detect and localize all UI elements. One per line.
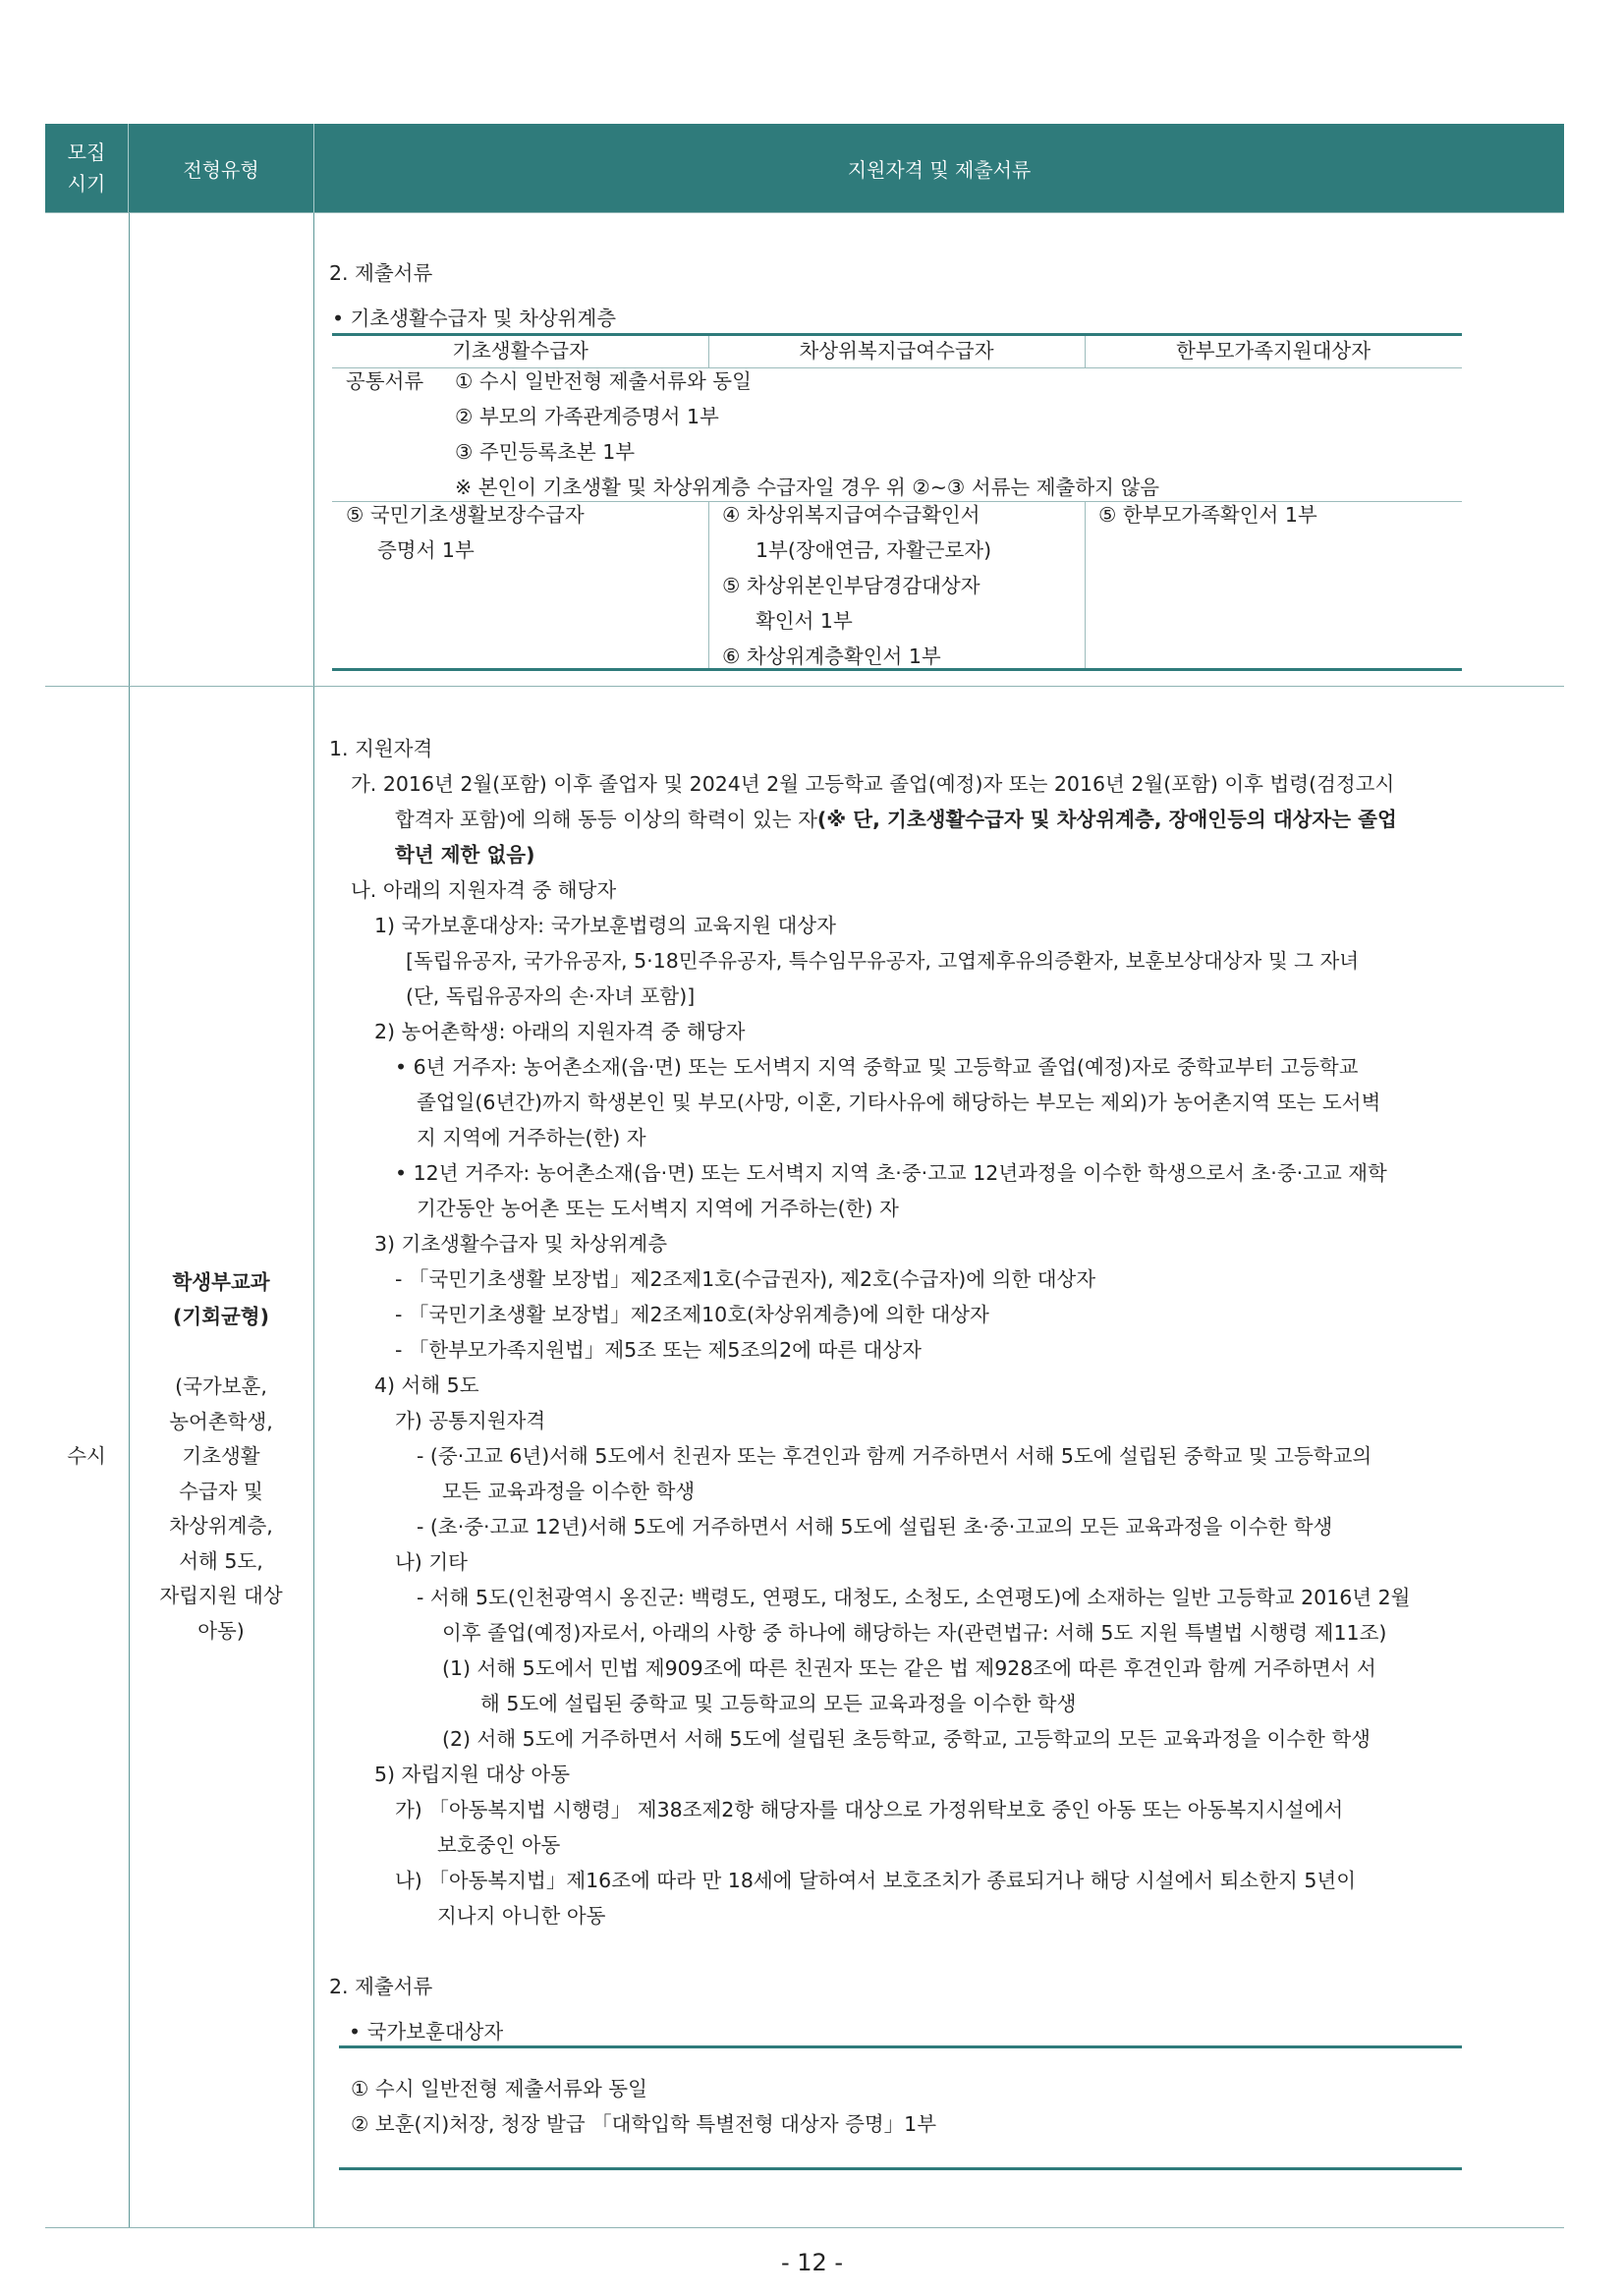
row-divider: [45, 686, 1564, 687]
type-line: 농어촌학생,: [169, 1410, 273, 1433]
type-line: 차상위계층,: [169, 1514, 273, 1538]
item-west-sea-common: 가) 공통지원자격: [395, 1409, 546, 1432]
item-west-sea-detail: 이후 졸업(예정)자로서, 아래의 사항 중 하나에 해당하는 자(관련법규: 서해 5도 지원 특별법 시행령 제11조): [442, 1621, 1387, 1645]
col1-doc-line: 증명서 1부: [377, 538, 475, 562]
doc-box-top: [339, 2045, 1462, 2048]
item-basic-livelihood: 3) 기초생활수급자 및 차상위계층: [374, 1232, 668, 1256]
grid-line: [708, 501, 709, 670]
item-independence-detail: 가) 「아동복지법 시행령」 제38조제2항 해당자를 대상으로 가정위탁보호 중인 아동 또는 아동복지시설에서: [395, 1798, 1344, 1821]
table-bottom-line: [332, 668, 1462, 671]
type-line: 아동): [197, 1619, 245, 1643]
col2-doc-line: ④ 차상위복지급여수급확인서: [722, 503, 980, 527]
bullet-basic-livelihood: • 기초생활수급자 및 차상위계층: [332, 307, 617, 330]
item-independence-support: 5) 자립지원 대상 아동: [374, 1763, 571, 1786]
item-west-sea-other: 나) 기타: [395, 1550, 468, 1574]
item-west-sea-detail: 모든 교육과정을 이수한 학생: [442, 1480, 696, 1503]
common-doc-1: ① 수시 일반전형 제출서류와 동일: [455, 369, 752, 393]
qualification-ga: 가. 2016년 2월(포함) 이후 졸업자 및 2024년 2월 고등학교 졸업(예정)자 또는 2016년 2월(포함) 이후 법령(검정고시: [351, 772, 1395, 796]
header-period: [45, 124, 129, 212]
grid-line: [45, 212, 1564, 213]
item-basic-livelihood-law: - 「국민기초생활 보장법」제2조제10호(차상위계층)에 의한 대상자: [395, 1303, 989, 1326]
qualification-na: 나. 아래의 지원자격 중 해당자: [351, 878, 617, 902]
qualification-ga-text: 합격자 포함)에 의해 동등 이상의 학력이 있는 자: [395, 808, 817, 831]
item-independence-detail: 보호중인 아동: [437, 1833, 561, 1857]
item-west-sea: 4) 서해 5도: [374, 1373, 479, 1397]
item-rural-6yr-cont: 졸업일(6년간)까지 학생본인 및 부모(사망, 이혼, 기타사유에 해당하는 부모는 제외)가 농어촌지역 또는 도서벽: [417, 1091, 1381, 1114]
item-west-sea-detail: - (중·고교 6년)서해 5도에서 친권자 또는 후견인과 함께 거주하면서 서해 5도에 설립된 중학교 및 고등학교의: [417, 1444, 1372, 1468]
col2-doc-line: ⑤ 차상위본인부담경감대상자: [722, 574, 980, 597]
item-veterans: 1) 국가보훈대상자: 국가보훈법령의 교육지원 대상자: [374, 914, 836, 937]
veterans-doc-2: ② 보훈(지)처장, 청장 발급 「대학입학 특별전형 대상자 증명」1부: [351, 2112, 937, 2136]
header-period-line1: 모집: [67, 140, 106, 164]
period-label: 수시: [67, 1444, 106, 1468]
table-header: [45, 124, 1564, 212]
common-doc-note: ※ 본인이 기초생활 및 차상위계층 수급자일 경우 위 ②~③ 서류는 제출하지 않음: [455, 476, 1160, 499]
type-line: 수급자 및: [179, 1480, 263, 1503]
item-west-sea-detail: 해 5도에 설립된 중학교 및 고등학교의 모든 교육과정을 이수한 학생: [480, 1692, 1077, 1715]
subtable-header-3: 한부모가족지원대상자: [1175, 339, 1372, 363]
grid-line: [1085, 336, 1086, 367]
col3-doc-line: ⑤ 한부모가족확인서 1부: [1098, 503, 1317, 527]
grid-line: [708, 336, 709, 367]
item-rural-12yr-cont: 기간동안 농어촌 또는 도서벽지 지역에 거주하는(한) 자: [417, 1197, 899, 1220]
grid-line: [129, 212, 130, 2227]
col1-doc-line: ⑤ 국민기초생활보장수급자: [346, 503, 585, 527]
qualification-ga-bold-end: 학년 제한 없음): [395, 843, 535, 867]
header-qualification: 지원자격 및 제출서류: [847, 157, 1032, 182]
veterans-doc-1: ① 수시 일반전형 제출서류와 동일: [351, 2077, 647, 2100]
type-line-bold: 학생부교과: [172, 1270, 270, 1294]
item-veterans-detail: [독립유공자, 국가유공자, 5·18민주유공자, 특수임무유공자, 고엽제후유의증환자, 보훈보상대상자 및 그 자녀: [406, 949, 1360, 973]
subtable-header-1: 기초생활수급자: [452, 339, 588, 363]
section-heading-qualification: 1. 지원자격: [329, 737, 433, 760]
item-west-sea-detail: (1) 서해 5도에서 민법 제909조에 따른 친권자 또는 같은 법 제928조에 따른 후견인과 함께 거주하면서 서: [442, 1656, 1376, 1680]
qualification-ga-bold: (※ 단, 기초생활수급자 및 차상위계층, 장애인등의 대상자는 졸업: [816, 808, 1397, 831]
item-independence-detail: 나) 「아동복지법」제16조에 따라 만 18세에 달하여서 보호조치가 종료되거나 해당 시설에서 퇴소한지 5년이: [395, 1869, 1357, 1892]
item-rural-6yr-cont: 지 지역에 거주하는(한) 자: [417, 1126, 646, 1149]
subtable-header-2: 차상위복지급여수급자: [799, 339, 994, 363]
common-doc-3: ③ 주민등록초본 1부: [455, 440, 636, 464]
type-line: 자립지원 대상: [159, 1584, 283, 1607]
col2-doc-line: ⑥ 차상위계층확인서 1부: [722, 644, 941, 668]
table-top-line: [332, 333, 1462, 336]
grid-line: [313, 212, 314, 2227]
col2-doc-line: 확인서 1부: [756, 609, 853, 633]
grid-line: [1085, 501, 1086, 670]
type-line-bold: (기회균형): [173, 1305, 269, 1328]
page-number: - 12 -: [780, 2249, 844, 2276]
item-west-sea-detail: - 서해 5도(인천광역시 옹진군: 백령도, 연평도, 대청도, 소청도, 소연평도)에 소재하는 일반 고등학교 2016년 2월: [417, 1586, 1411, 1609]
item-west-sea-detail: (2) 서해 5도에 거주하면서 서해 5도에 설립된 초등학교, 중학교, 고등학교의 모든 교육과정을 이수한 학생: [442, 1727, 1371, 1751]
type-line: 기초생활: [182, 1444, 260, 1468]
qualification-ga-cont: [395, 806, 1397, 833]
header-type: 전형유형: [129, 124, 314, 212]
header-period-line2: 시기: [67, 172, 106, 196]
section-heading-documents-2: 2. 제출서류: [329, 1975, 433, 1998]
item-independence-detail: 지나지 아니한 아동: [437, 1904, 606, 1928]
table-bottom: [45, 2227, 1564, 2228]
item-rural: 2) 농어촌학생: 아래의 지원자격 중 해당자: [374, 1020, 746, 1043]
item-rural-12yr: • 12년 거주자: 농어촌소재(읍·면) 또는 도서벽지 지역 초·중·고교 12년과정을 이수한 학생으로서 초·중·고교 재학: [395, 1161, 1387, 1185]
doc-box-bottom: [339, 2167, 1462, 2170]
item-rural-6yr: • 6년 거주자: 농어촌소재(읍·면) 또는 도서벽지 지역 중학교 및 고등학교 졸업(예정)자로 중학교부터 고등학교: [395, 1055, 1359, 1079]
common-doc-2: ② 부모의 가족관계증명서 1부: [455, 405, 719, 428]
col2-doc-line: 1부(장애연금, 자활근로자): [756, 538, 992, 562]
bullet-veterans: • 국가보훈대상자: [349, 2020, 504, 2044]
common-docs-label: 공통서류: [346, 369, 424, 393]
type-line: 서해 5도,: [179, 1549, 263, 1573]
item-basic-livelihood-law: - 「한부모가족지원법」제5조 또는 제5조의2에 따른 대상자: [395, 1338, 922, 1362]
item-west-sea-detail: - (초·중·고교 12년)서해 5도에 거주하면서 서해 5도에 설립된 초·중·고교의 모든 교육과정을 이수한 학생: [417, 1515, 1333, 1539]
item-basic-livelihood-law: - 「국민기초생활 보장법」제2조제1호(수급권자), 제2호(수급자)에 의한 대상자: [395, 1267, 1096, 1291]
item-veterans-detail: (단, 독립유공자의 손·자녀 포함)]: [406, 984, 696, 1008]
type-line: (국가보훈,: [175, 1374, 267, 1398]
section-heading-documents: 2. 제출서류: [329, 261, 433, 285]
